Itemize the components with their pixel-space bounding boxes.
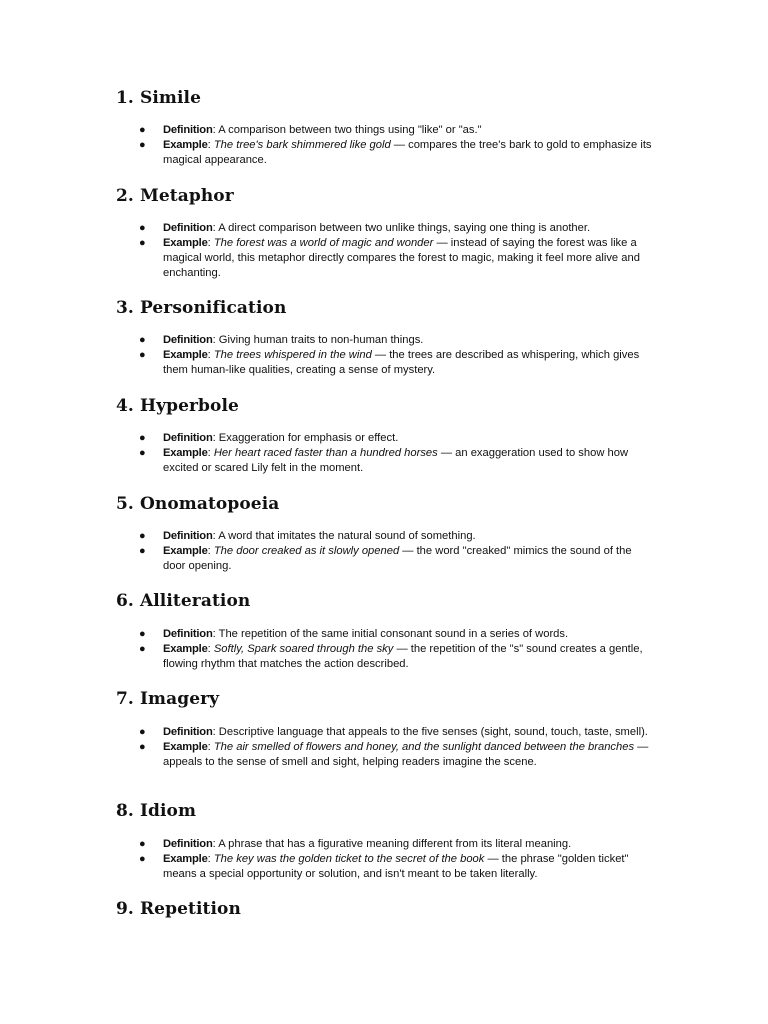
section-heading [116, 493, 656, 515]
bullet-list [116, 529, 656, 574]
bullet-icon: ● [139, 838, 146, 850]
example-label: Example [163, 237, 208, 249]
section-number: 5. [116, 494, 134, 514]
section-number: 7. [116, 689, 134, 709]
section-imagery [116, 688, 656, 768]
example-quote: The key was the golden ticket to the secret of the book [213, 853, 485, 865]
example-label: Example [163, 447, 208, 459]
definition-item [116, 333, 656, 348]
definition-item [116, 725, 656, 740]
section-title: Personification [139, 298, 287, 318]
definition-text: : A phrase that has a figurative meaning different from its literal meaning. [212, 838, 572, 850]
section-heading [116, 590, 656, 612]
definition-text: : Giving human traits to non-human things. [212, 334, 424, 346]
bullet-list [116, 333, 656, 378]
section-alliteration [116, 590, 656, 670]
bullet-icon: ● [139, 447, 146, 459]
section-number: 1. [116, 88, 134, 108]
example-quote: Softly, Spark soared through the sky [213, 643, 394, 655]
section-number: 9. [116, 899, 134, 919]
example-quote: The trees whispered in the wind [213, 349, 372, 361]
example-item: ● Example: The door creaked as it slowly opened — the word "creaked" mimics the sound of the door opening. [139, 545, 632, 572]
example-quote: Her heart raced faster than a hundred horses [213, 447, 438, 459]
example-quote: The forest was a world of magic and wonder [213, 237, 434, 249]
section-heading [116, 395, 656, 417]
example-explanation: — the repetition of the "s" sound creates a gentle, flowing rhythm that matches the action described. [163, 643, 643, 670]
bullet-icon: ● [139, 643, 146, 655]
example-explanation: — the word "creaked" mimics the sound of the door opening. [163, 545, 632, 572]
bullet-icon: ● [139, 432, 146, 444]
bullet-list [116, 431, 656, 476]
bullet-icon: ● [139, 334, 146, 346]
section-simile [116, 87, 656, 166]
example-label: Example [163, 545, 208, 557]
definition-label: Definition [163, 838, 213, 850]
section-heading [116, 87, 656, 109]
section-title: Metaphor [139, 186, 234, 206]
section-title: Simile [139, 88, 202, 108]
definition-label: Definition [163, 222, 213, 234]
definition-label: Definition [163, 334, 213, 346]
definition-item [116, 221, 656, 236]
definition-label: Definition [163, 432, 213, 444]
example-label: Example [163, 741, 208, 753]
bullet-list [116, 725, 656, 770]
definition-text: : A word that imitates the natural sound of something. [212, 530, 476, 542]
bullet-list [116, 627, 656, 672]
bullet-icon: ● [139, 628, 146, 640]
definition-text: : A direct comparison between two unlike things, saying one thing is another. [212, 222, 591, 234]
bullet-icon: ● [139, 349, 146, 361]
section-personification [116, 297, 656, 376]
section-number: 4. [116, 396, 134, 416]
definition-item [116, 529, 656, 544]
bullet-list [116, 123, 656, 168]
section-repetition [116, 898, 656, 920]
bullet-icon: ● [139, 237, 146, 249]
section-onomatopoeia [116, 493, 656, 572]
example-item: ● Example: The key was the golden ticket to the secret of the book — the phrase "golden ticket" means a special opportunity or solution, and isn't meant to be taken literally. [139, 853, 629, 880]
definition-item [116, 627, 656, 642]
example-label: Example [163, 139, 208, 151]
example-explanation: — instead of saying the forest was like a magical world, this metaphor directly compares the forest to magic, making it feel more alive and enchanting. [163, 237, 640, 279]
example-explanation: — the phrase "golden ticket" means a special opportunity or solution, and isn't meant to be taken literally. [163, 853, 629, 880]
example-label: Example [163, 349, 208, 361]
bullet-icon: ● [139, 726, 146, 738]
definition-item [116, 123, 656, 138]
section-heading [116, 185, 656, 207]
bullet-list [116, 221, 656, 281]
example-explanation: — compares the tree's bark to gold to emphasize its magical appearance. [163, 139, 652, 166]
section-idiom [116, 800, 656, 880]
section-number: 2. [116, 186, 134, 206]
definition-label: Definition [163, 124, 213, 136]
example-item: ● Example: Her heart raced faster than a hundred horses — an exaggeration used to show how excited or scared Lily felt in the moment. [139, 447, 629, 474]
bullet-icon: ● [139, 124, 146, 136]
section-hyperbole [116, 395, 656, 474]
section-metaphor [116, 185, 656, 279]
section-heading [116, 297, 656, 319]
example-item: ● Example: The air smelled of flowers and honey, and the sunlight danced between the branches — appeals to the sense of smell and sight, helping readers imagine the scene. [139, 741, 649, 768]
section-title: Hyperbole [139, 396, 239, 416]
bullet-list [116, 837, 656, 882]
example-label: Example [163, 643, 208, 655]
section-title: Alliteration [139, 591, 251, 611]
section-number: 6. [116, 591, 134, 611]
bullet-icon: ● [139, 139, 146, 151]
definition-item [116, 431, 656, 446]
section-number: 8. [116, 801, 134, 821]
definition-text: : A comparison between two things using "like" or "as." [212, 124, 482, 136]
section-title: Idiom [139, 801, 197, 821]
example-explanation: — an exaggeration used to show how excited or scared Lily felt in the moment. [163, 447, 629, 474]
section-heading [116, 898, 656, 920]
definition-label: Definition [163, 726, 213, 738]
bullet-icon: ● [139, 545, 146, 557]
definition-label: Definition [163, 530, 213, 542]
definition-text: : The repetition of the same initial consonant sound in a series of words. [212, 628, 569, 640]
example-quote: The door creaked as it slowly opened [213, 545, 400, 557]
example-explanation: — the trees are described as whispering, which gives them human-like qualities, creating a sense of mystery. [163, 349, 640, 376]
example-item: ● Example: Softly, Spark soared through the sky — the repetition of the "s" sound creates a gentle, flowing rhythm that matches the action described. [139, 643, 643, 670]
section-heading [116, 688, 656, 710]
section-title: Onomatopoeia [139, 494, 280, 514]
example-quote: The air smelled of flowers and honey, and the sunlight danced between the branches [213, 741, 635, 753]
section-heading [116, 800, 656, 822]
section-number: 3. [116, 298, 134, 318]
bullet-icon: ● [139, 222, 146, 234]
definition-item [116, 837, 656, 852]
bullet-icon: ● [139, 530, 146, 542]
example-explanation: — appeals to the sense of smell and sight, helping readers imagine the scene. [163, 741, 649, 768]
bullet-icon: ● [139, 853, 146, 865]
example-item: ● Example: The trees whispered in the wind — the trees are described as whispering, which gives them human-like qualities, creating a sense of mystery. [139, 349, 640, 376]
example-item: ● Example: The forest was a world of magic and wonder — instead of saying the forest was like a magical world, this metaphor directly compares the forest to magic, making it feel more alive and enchanting. [139, 237, 640, 279]
definition-text: : Exaggeration for emphasis or effect. [212, 432, 399, 444]
section-title: Imagery [139, 689, 220, 709]
example-quote: The tree's bark shimmered like gold [213, 139, 391, 151]
example-label: Example [163, 853, 208, 865]
definition-label: Definition [163, 628, 213, 640]
section-title: Repetition [139, 899, 241, 919]
bullet-icon: ● [139, 741, 146, 753]
definition-text: : Descriptive language that appeals to the five senses (sight, sound, touch, taste, smell). [212, 726, 648, 738]
example-item: ● Example: The tree's bark shimmered like gold — compares the tree's bark to gold to emphasize its magical appearance. [139, 139, 652, 166]
